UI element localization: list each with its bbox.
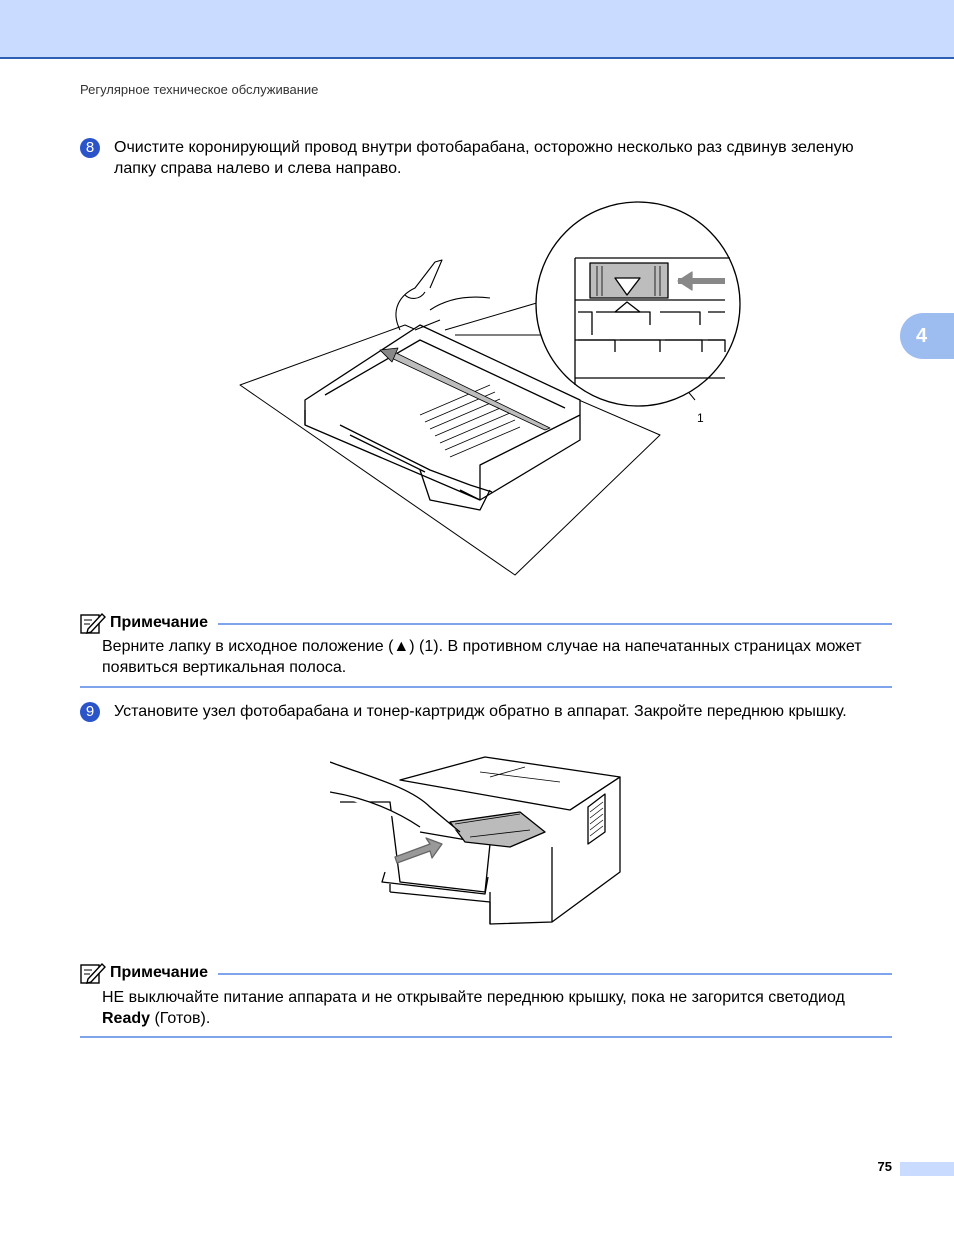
zoom-circle <box>536 202 740 406</box>
printer-reinsert-illustration <box>330 752 630 932</box>
note-divider <box>218 973 892 975</box>
step-text: Установите узел фотобарабана и тонер-картридж обратно в аппарат. Закройте переднюю крышку. <box>114 703 847 720</box>
note-title: Примечание <box>110 614 209 631</box>
step-text: Очистите коронирующий провод внутри фотобарабана, осторожно несколько раз сдвинув зеленую лапку справа налево и слева направо. <box>114 139 854 177</box>
note-text-end: (Готов). <box>150 1010 211 1027</box>
note-divider <box>218 623 892 625</box>
note-end-rule <box>80 686 892 688</box>
header-band <box>0 0 954 59</box>
page-tab <box>900 1162 954 1176</box>
note-header <box>80 612 892 634</box>
note-end-rule <box>80 1036 892 1038</box>
printer-top <box>400 757 620 810</box>
step-8 <box>80 137 892 179</box>
ready-led-label: Ready <box>102 1010 151 1027</box>
drum-unit-cleaning-illustration <box>230 200 750 580</box>
note-header <box>80 962 892 984</box>
front-cover <box>340 802 490 892</box>
note-text: НЕ выключайте питание аппарата и не открывайте переднюю крышку, пока не загорится светодиод <box>102 989 845 1006</box>
step-9 <box>80 701 892 722</box>
pencil-note-icon <box>80 612 106 634</box>
note-body <box>102 987 892 1029</box>
pencil-note-icon <box>80 962 106 984</box>
hand <box>396 260 490 330</box>
step-number-badge: 9 <box>80 702 100 722</box>
breadcrumb: Регулярное техническое обслуживание <box>80 82 319 97</box>
note-body: Верните лапку в исходное положение (▲) (1). В противном случае на напечатанных страницах может появиться вертикальная полоса. <box>102 638 862 676</box>
callout-label: 1 <box>697 411 704 425</box>
step-number-badge: 8 <box>80 138 100 158</box>
note-title: Примечание <box>110 964 209 981</box>
chapter-tab[interactable]: 4 <box>900 313 954 359</box>
page-number: 75 <box>877 1159 892 1174</box>
